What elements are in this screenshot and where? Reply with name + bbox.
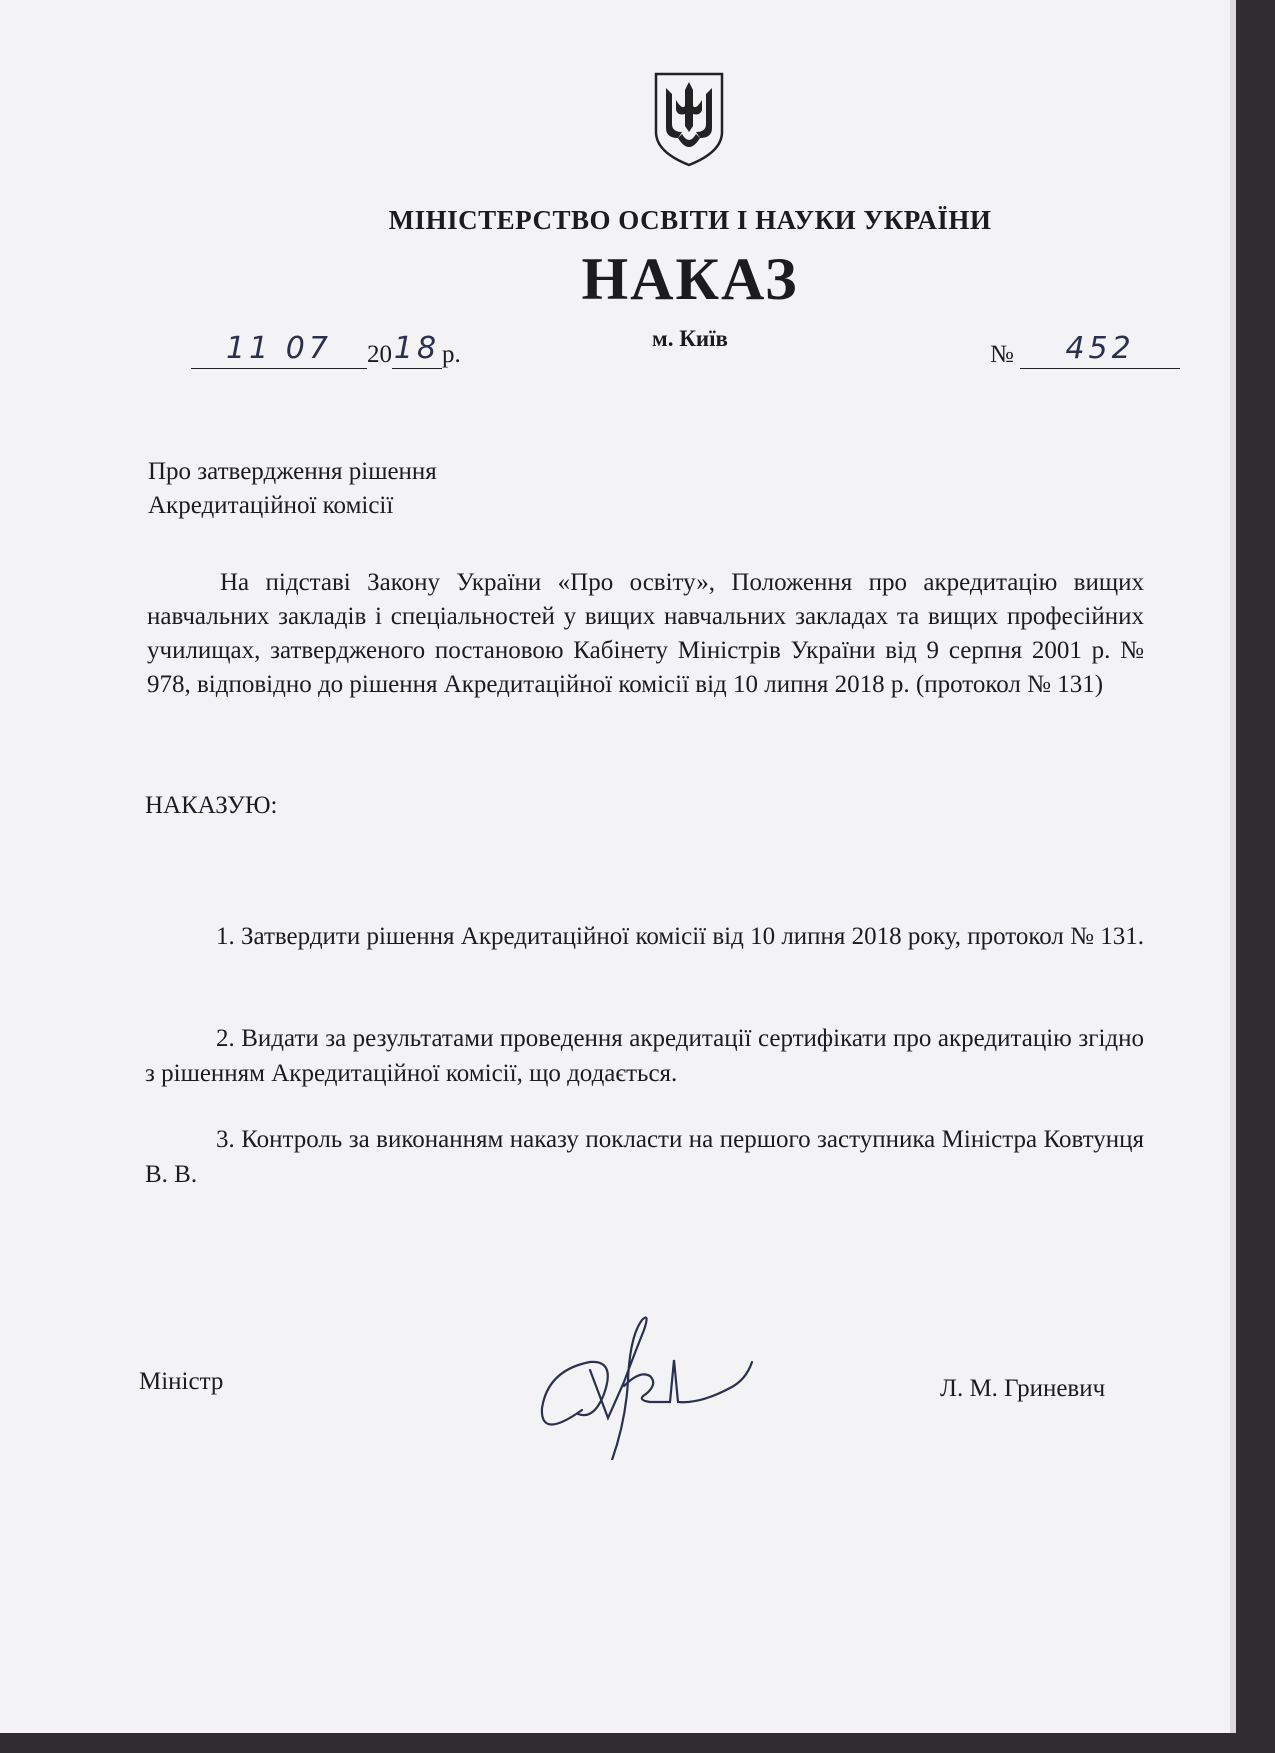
preamble-paragraph: На підставі Закону України «Про освіту», Положення про акредитацію вищих навчальних закладів і спеціальностей у вищих навчальних закладах та вищих професійних училищах, затвердженого постановою Кабінету Міністрів України від 9 серпня 2001 р. № 978, відповідно до рішення Акредитаційної комісії від 10 липня 2018 р. (протокол № 131)	[147, 569, 1144, 698]
number-field	[1020, 331, 1180, 369]
trident-icon	[652, 70, 726, 168]
number-handwritten: 452	[1065, 331, 1135, 366]
order-item-1: 1. Затвердити рішення Акредитаційної комісії від 10 липня 2018 року, протокол № 131.	[216, 923, 1144, 950]
ministry-name: МІНІСТЕРСТВО ОСВІТИ І НАУКИ УКРАЇНИ	[388, 205, 992, 235]
page-edge-shadow	[1230, 0, 1236, 1733]
date-year-handwritten: 18	[393, 331, 441, 366]
date-suffix: р.	[442, 341, 461, 368]
issue-city: м. Київ	[652, 326, 728, 351]
order-date	[191, 331, 461, 369]
signer-position: Міністр	[139, 1368, 224, 1395]
order-item-3: 3. Контроль за виконанням наказу покласти на першого заступника Міністра Ковтунця В. В.	[145, 1126, 1144, 1188]
date-day-month-field	[191, 331, 367, 369]
subject-line-1: Про затвердження рішення	[148, 458, 437, 485]
date-century: 20	[367, 341, 392, 368]
signer-name: Л. М. Гриневич	[940, 1375, 1106, 1402]
order-number	[990, 331, 1180, 369]
date-day-month-handwritten: 11 07	[226, 331, 332, 366]
document-type-title: НАКАЗ	[581, 246, 799, 312]
number-sign: №	[990, 341, 1014, 368]
date-year-field	[392, 331, 442, 369]
order-directive: НАКАЗУЮ:	[145, 792, 278, 819]
order-item-2: 2. Видати за результатами проведення акредитації сертифікати про акредитацію згідно з рішенням Акредитаційної комісії, що додається.	[145, 1025, 1144, 1087]
subject-line-2: Акредитаційної комісії	[148, 492, 394, 519]
handwritten-signature	[520, 1290, 760, 1460]
order-subject	[148, 455, 437, 523]
